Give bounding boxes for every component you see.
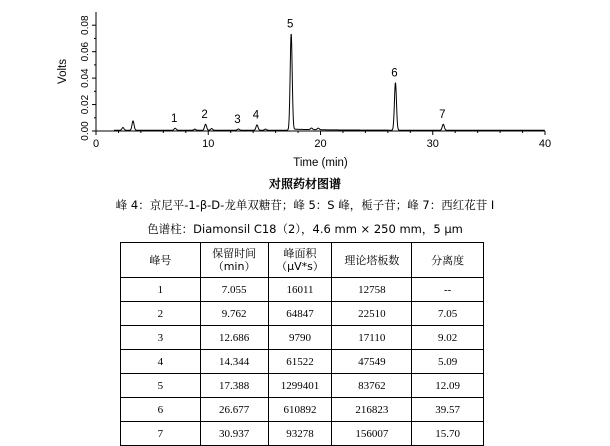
table-cell: 39.57 [412, 398, 484, 422]
table-cell: 9.762 [200, 302, 268, 326]
x-tick-label: 10 [202, 138, 215, 150]
table-cell: 2 [121, 302, 201, 326]
table-cell: 3 [121, 326, 201, 350]
peak-number-label: 7 [439, 109, 446, 122]
table-body [121, 278, 484, 446]
chromatogram-trace-group [114, 34, 545, 130]
table-cell: 30.937 [200, 422, 268, 446]
table-row [121, 326, 484, 350]
table-cell: 83762 [332, 374, 412, 398]
table-cell: 7.05 [412, 302, 484, 326]
table-cell: 7.055 [200, 278, 268, 302]
table-header-cell: 分离度 [412, 243, 484, 278]
peak-data-table [120, 242, 484, 446]
table-row [121, 350, 484, 374]
table-cell: 93278 [268, 422, 332, 446]
y-tick-label: 0.04 [80, 68, 91, 88]
table-cell: 47549 [332, 350, 412, 374]
table-cell: 12.686 [200, 326, 268, 350]
y-tick-label: 0.08 [80, 15, 91, 35]
x-tick-label: 30 [426, 138, 439, 150]
peak-identification-note: 峰 4：京尼平-1-β-D-龙单双糖苷；峰 5：S 峰，栀子苷；峰 7：西红花苷 I [115, 198, 495, 212]
table-row [121, 398, 484, 422]
peak-labels [171, 18, 445, 125]
table-row [121, 374, 484, 398]
peak-number-label: 3 [234, 113, 241, 126]
table-cell: -- [412, 278, 484, 302]
table-cell: 12.09 [412, 374, 484, 398]
peak-number-label: 1 [170, 113, 178, 126]
table-cell: 64847 [268, 302, 332, 326]
table-cell: 216823 [332, 398, 412, 422]
y-axis-title: Volts [57, 59, 69, 84]
y-tick-label: 0.02 [80, 94, 91, 115]
x-tick-label: 20 [314, 138, 327, 150]
table-cell: 17.388 [200, 374, 268, 398]
table-header-cell: 峰号 [121, 243, 201, 278]
table-cell: 1 [121, 278, 201, 302]
table-cell: 5.09 [412, 350, 484, 374]
table-row [121, 302, 484, 326]
chart-axes [57, 12, 551, 169]
peak-number-label: 4 [252, 109, 260, 122]
table-cell: 1299401 [268, 374, 332, 398]
table-cell: 610892 [268, 398, 332, 422]
chromatogram-trace [114, 34, 545, 130]
table-cell: 9.02 [412, 326, 484, 350]
table-row [121, 278, 484, 302]
x-axis-title: Time (min) [293, 157, 348, 169]
table-cell: 26.677 [200, 398, 268, 422]
table-header-cell: 理论塔板数 [332, 243, 412, 278]
table-cell: 6 [121, 398, 201, 422]
table-cell: 15.70 [412, 422, 484, 446]
table-cell: 22510 [332, 302, 412, 326]
peak-number-label: 2 [201, 109, 208, 122]
table-cell: 7 [121, 422, 201, 446]
peak-number-label: 5 [286, 18, 294, 31]
peak-number-label: 6 [391, 67, 398, 80]
x-tick-label: 40 [538, 138, 552, 150]
table-cell: 156007 [332, 422, 412, 446]
table-cell: 5 [121, 374, 201, 398]
table-cell: 16011 [268, 278, 332, 302]
table-cell: 14.344 [200, 350, 268, 374]
table-cell: 12758 [332, 278, 412, 302]
table-cell: 9790 [268, 326, 332, 350]
chromatogram-chart [0, 0, 610, 175]
table-header-cell: 峰面积 （μV*s） [268, 243, 332, 278]
table-cell: 61522 [268, 350, 332, 374]
chart-caption-title: 对照药材图谱 [268, 177, 341, 191]
table-header-cell: 保留时间 （min） [200, 243, 268, 278]
table-cell: 4 [121, 350, 201, 374]
y-tick-label: 0.06 [80, 41, 91, 62]
y-tick-label: 0.00 [80, 121, 91, 141]
table-cell: 17110 [332, 326, 412, 350]
table-header-row [121, 243, 484, 278]
x-tick-label: 0 [92, 138, 100, 150]
column-note: 色谱柱：Diamonsil C18（2），4.6 mm × 250 mm，5 μm [147, 222, 463, 236]
